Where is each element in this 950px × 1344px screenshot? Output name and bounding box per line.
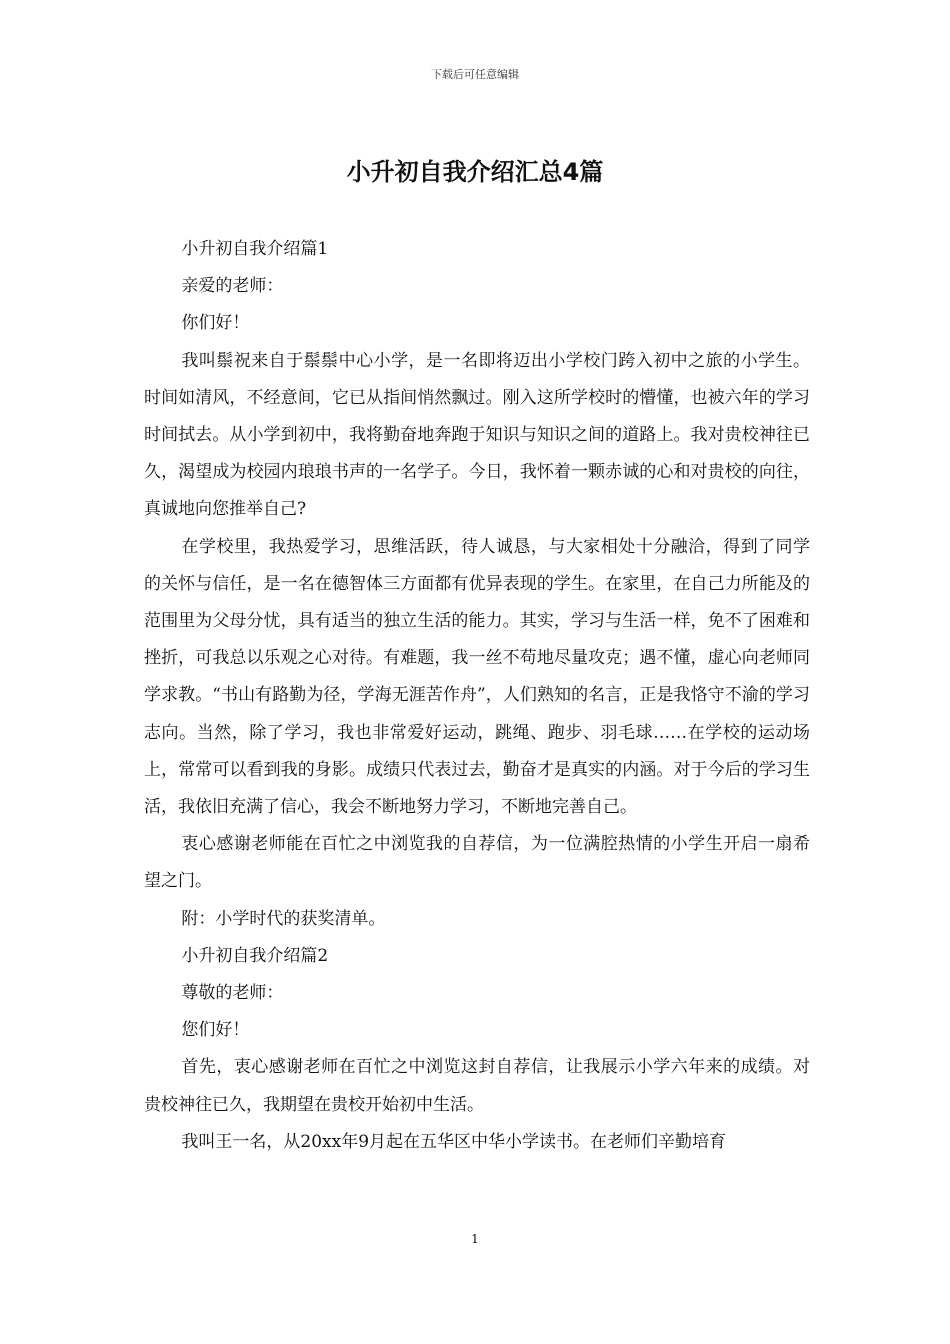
document-body <box>144 231 810 1161</box>
header-note: 下载后可任意编辑 <box>431 68 519 81</box>
body-paragraph: 我叫王一名，从20xx年9月起在五华区中华小学读书。在老师们辛勤培育 <box>181 1131 727 1152</box>
page-number: 1 <box>471 1232 479 1246</box>
salutation: 尊敬的老师： <box>181 983 284 1004</box>
attachment-note: 附：小学时代的获奖清单。 <box>181 908 386 929</box>
greeting: 您们好！ <box>181 1020 250 1041</box>
body-paragraph: 衷心感谢老师能在百忙之中浏览我的自荐信，为一位满腔热情的小学生开启一扇希望之门。 <box>144 834 810 892</box>
document-title: 小升初自我介绍汇总4篇 <box>346 158 604 186</box>
greeting: 你们好！ <box>181 313 250 334</box>
section-heading-2: 小升初自我介绍篇2 <box>181 945 329 966</box>
body-paragraph: 首先，衷心感谢老师在百忙之中浏览这封自荐信，让我展示小学六年来的成绩。对贵校神往已久，我期望在贵校开始初中生活。 <box>144 1057 810 1115</box>
body-paragraph: 在学校里，我热爱学习，思维活跃，待人诚恳，与大家相处十分融洽，得到了同学的关怀与信任，是一名在德智体三方面都有优异表现的学生。在家里，在自己力所能及的范围里为父母分忧，具有适当的独立生活的能力。其实，学习与生活一样，免不了困难和挫折，可我总以乐观之心对待。有难题，我一丝不苟地尽量攻克；遇不懂，虚心向老师同学求教。“书山有路勤为径，学海无涯苦作舟”，人们熟知的名言，正是我恪守不渝的学习志向。当然，除了学习，我也非常爱好运动，跳绳、跑步、羽毛球……在学校的运动场上，常常可以看到我的身影。成绩只代表过去，勤奋才是真实的内涵。对于今后的学习生活，我依旧充满了信心，我会不断地努力学习，不断地完善自己。 <box>144 536 810 818</box>
salutation: 亲爱的老师： <box>181 276 284 297</box>
section-heading-1: 小升初自我介绍篇1 <box>181 239 329 259</box>
body-paragraph: 我叫鬃祝来自于鬃鬃中心小学，是一名即将迈出小学校门跨入初中之旅的小学生。时间如清风，不经意间，它已从指间悄然飘过。刚入这所学校时的懵懂，也被六年的学习时间拭去。从小学到初中，我将勤奋地奔跑于知识与知识之间的道路上。我对贵校神往已久，渴望成为校园内琅琅书声的一名学子。今日，我怀着一颗赤诚的心和对贵校的向往，真诚地向您推举自己? <box>144 350 810 520</box>
